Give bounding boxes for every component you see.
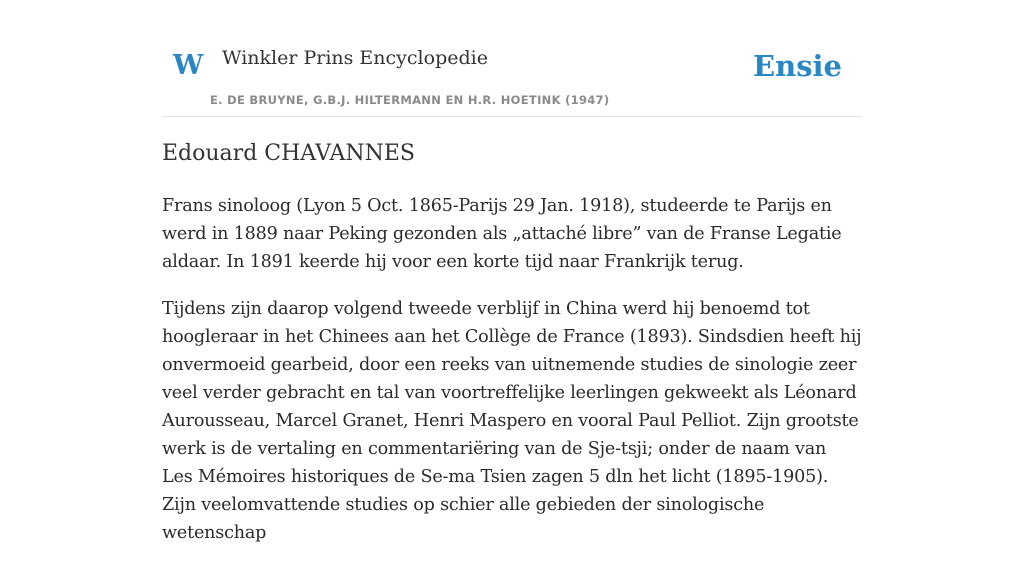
article-title: Edouard CHAVANNES — [162, 141, 415, 166]
winkler-prins-logo[interactable]: W — [173, 50, 204, 81]
article-body — [162, 192, 862, 566]
site-subtitle: E. DE BRUYNE, G.B.J. HILTERMANN EN H.R. HOETINK (1947) — [210, 93, 610, 107]
ensie-brand-logo[interactable]: Ensie — [753, 49, 842, 83]
article-paragraph: Tijdens zijn daarop volgend tweede verblijf in China werd hij benoemd tot hoogleraar in het Chinees aan het Collège de France (1893). Sindsdien heeft hij onvermoeid gearbeid, door een reeks van uitnemende studies de sinologie zeer veel verder gebracht en tal van voortreffelijke leerlingen gekweekt als Léonard Aurousseau, Marcel Granet, Henri Maspero en vooral Paul Pelliot. Zijn grootste werk is de vertaling en commentariëring van de Sje-tsji; onder de naam van Les Mémoires historiques de Se-ma Tsien zagen 5 dln het licht (1895-1905). Zijn veelomvattende studies op schier alle gebieden der sinologische wetenschap — [162, 299, 862, 543]
article-paragraph: Frans sinoloog (Lyon 5 Oct. 1865-Parijs 29 Jan. 1918), studeerde te Parijs en werd in 1889 naar Peking gezonden als „attaché libre” van de Franse Legatie aldaar. In 1891 keerde hij voor een korte tijd naar Frankrijk terug. — [162, 196, 842, 272]
page — [162, 0, 862, 543]
site-header — [162, 0, 862, 117]
site-title[interactable]: Winkler Prins Encyclopedie — [222, 47, 488, 69]
